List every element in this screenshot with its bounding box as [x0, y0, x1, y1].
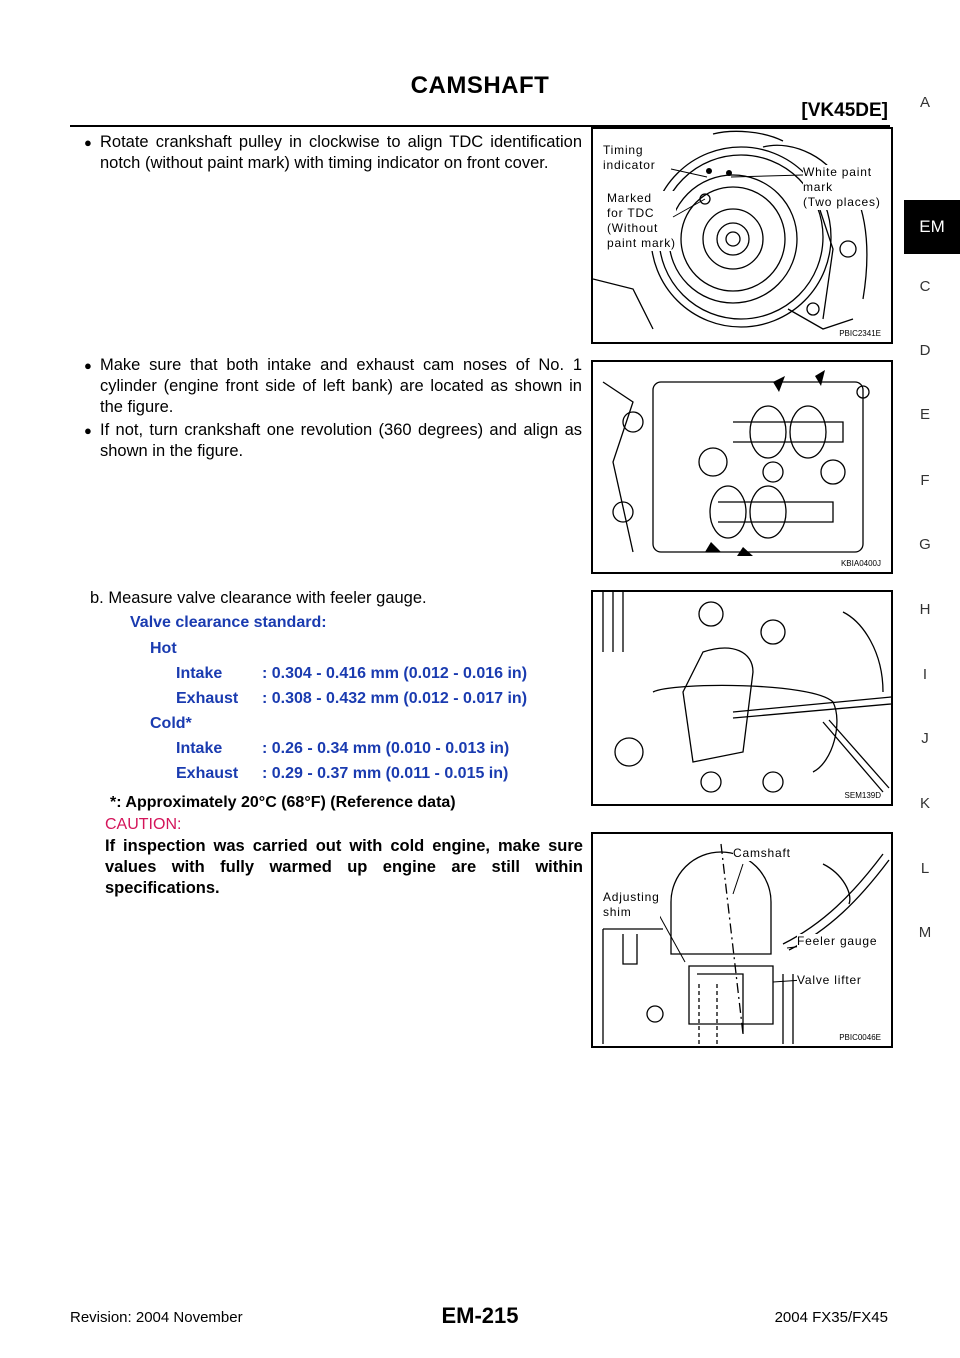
spec-cold-intake-label: Intake: [176, 740, 223, 757]
index-e[interactable]: E: [919, 406, 930, 423]
label-white-paint-mark: White paint mark (Two places): [803, 165, 881, 209]
figure-code: PBIC2341E: [839, 329, 881, 338]
index-c[interactable]: C: [919, 278, 931, 295]
spec-hot-exhaust-label: Exhaust: [176, 690, 239, 707]
feeler-gauge-drawing: [593, 592, 891, 804]
index-h[interactable]: H: [919, 601, 931, 618]
bullet-dot: ●: [84, 135, 92, 150]
spec-hot-intake-value: : 0.304 - 0.416 mm (0.012 - 0.016 in): [262, 665, 528, 682]
index-k[interactable]: K: [919, 795, 930, 812]
figure-code: PBIC0046E: [839, 1033, 881, 1042]
caution-text: If inspection was carried out with cold engine, make sure values with fully warmed up engine are still within specifications.: [105, 837, 583, 897]
index-g[interactable]: G: [919, 536, 931, 553]
label-timing-indicator: Timing indicator: [603, 143, 656, 172]
label-valve-lifter: Valve lifter: [797, 973, 862, 987]
caution-heading: CAUTION:: [105, 816, 182, 833]
footer-page-number: EM-215: [441, 1303, 519, 1328]
spec-footnote: *: Approximately 20°C (68°F) (Reference data): [110, 794, 456, 811]
figure-feeler-gauge-use: [591, 590, 893, 806]
spec-cold-heading: Cold*: [150, 715, 192, 732]
index-l[interactable]: L: [920, 860, 930, 877]
step-b-measure: b. Measure valve clearance with feeler gauge.: [90, 589, 427, 607]
index-f[interactable]: F: [920, 472, 930, 489]
spec-hot-heading: Hot: [150, 640, 177, 657]
spec-hot-exhaust-value: : 0.308 - 0.432 mm (0.012 - 0.017 in): [262, 690, 528, 707]
label-adjusting-shim: Adjusting shim: [603, 890, 660, 919]
spec-cold-exhaust-value: : 0.29 - 0.37 mm (0.011 - 0.015 in): [262, 765, 509, 782]
figure-valve-clearance-diagram: [591, 832, 893, 1048]
spec-title: Valve clearance standard:: [130, 614, 327, 631]
bullet-dot: ●: [84, 423, 92, 438]
cam-noses-drawing: [593, 362, 891, 572]
bullet-rotate-pulley: ● Rotate crankshaft pulley in clockwise to align TDC identification notch (without paint mark) with timing indicator on front cover.: [84, 133, 582, 172]
label-feeler-gauge: Feeler gauge: [797, 934, 878, 948]
spec-cold-intake-value: : 0.26 - 0.34 mm (0.010 - 0.013 in): [262, 740, 510, 757]
figure-code: SEM139D: [844, 791, 881, 800]
page-title: CAMSHAFT: [410, 72, 550, 99]
index-j[interactable]: J: [921, 730, 929, 747]
bullet-turn-crankshaft: ● If not, turn crankshaft one revolution (360 degrees) and align as shown in the figure.: [84, 421, 582, 460]
label-camshaft: Camshaft: [733, 846, 791, 860]
bullet-cam-noses: ● Make sure that both intake and exhaust cam noses of No. 1 cylinder (engine front side of left bank) are located as shown in the figure.: [84, 356, 582, 416]
index-a[interactable]: A: [919, 94, 930, 111]
index-d[interactable]: D: [919, 342, 931, 359]
engine-code: [VK45DE]: [801, 100, 888, 121]
index-i[interactable]: I: [922, 666, 928, 683]
index-em-active[interactable]: EM: [904, 200, 960, 254]
figure-cam-noses: [591, 360, 893, 574]
leader-lines: [593, 129, 891, 342]
index-m[interactable]: M: [918, 924, 932, 941]
figure-code: KBIA0400J: [840, 559, 881, 568]
bullet-dot: ●: [84, 358, 92, 373]
label-marked-for-tdc: Marked for TDC (Without paint mark): [607, 191, 676, 250]
figure-crank-pulley: [591, 127, 893, 344]
spec-cold-exhaust-label: Exhaust: [176, 765, 239, 782]
spec-hot-intake-label: Intake: [176, 665, 223, 682]
footer-model: 2004 FX35/FX45: [774, 1309, 888, 1326]
footer-revision: Revision: 2004 November: [70, 1309, 243, 1326]
